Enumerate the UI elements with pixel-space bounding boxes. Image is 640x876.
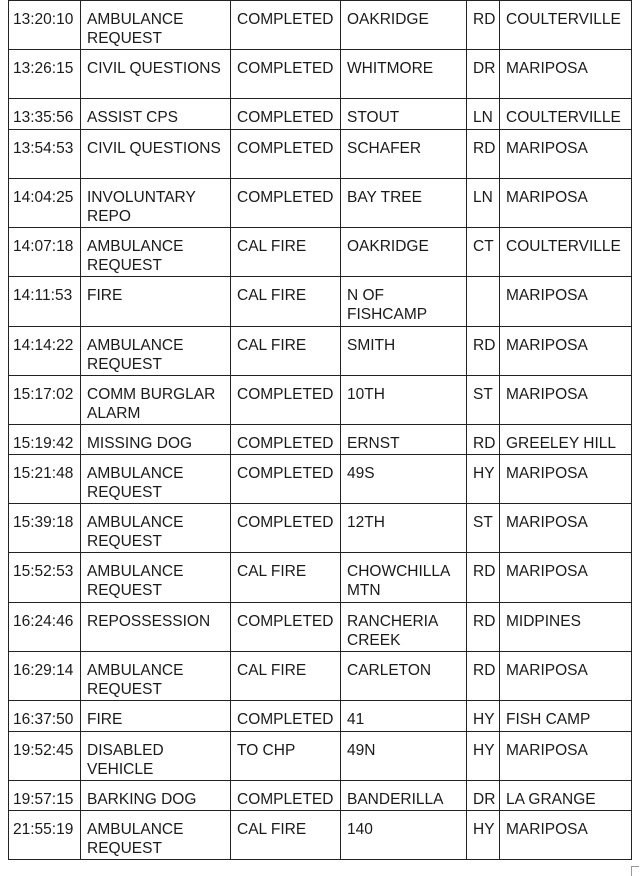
city-name-cell: COULTERVILLE [500,99,632,130]
call-time-cell: 13:20:10 [9,1,81,50]
call-status-cell: COMPLETED [231,425,341,455]
call-time-cell: 14:07:18 [9,228,81,277]
call-type-cell: BARKING DOG [81,781,231,811]
call-type-cell: MISSING DOG [81,425,231,455]
street-suffix-cell: RD [467,603,500,652]
call-status-cell: COMPLETED [231,1,341,50]
street-suffix-cell: HY [467,732,500,781]
street-name-cell: 140 [341,811,467,860]
call-type-cell: AMBULANCE REQUEST [81,228,231,277]
call-status-cell: COMPLETED [231,130,341,179]
table-row [9,228,632,277]
call-type-cell: FIRE [81,701,231,732]
call-time-cell: 14:04:25 [9,179,81,228]
city-name-cell: MARIPOSA [500,277,632,327]
call-type-cell: AMBULANCE REQUEST [81,504,231,553]
table-row [9,652,632,701]
table-row [9,701,632,732]
call-type-cell: REPOSSESSION [81,603,231,652]
city-name-cell: LA GRANGE [500,781,632,811]
call-time-cell: 16:37:50 [9,701,81,732]
city-name-cell: COULTERVILLE [500,228,632,277]
call-status-cell: CAL FIRE [231,811,341,860]
call-status-cell: CAL FIRE [231,652,341,701]
call-status-cell: COMPLETED [231,99,341,130]
call-time-cell: 21:55:19 [9,811,81,860]
corner-mark [631,866,639,876]
call-status-cell: COMPLETED [231,455,341,504]
street-name-cell: CARLETON [341,652,467,701]
call-time-cell: 15:52:53 [9,553,81,603]
table-row [9,50,632,99]
call-time-cell: 15:21:48 [9,455,81,504]
call-log-body [9,1,632,860]
table-row [9,811,632,860]
call-type-cell: AMBULANCE REQUEST [81,455,231,504]
street-suffix-cell: HY [467,455,500,504]
street-name-cell: BAY TREE [341,179,467,228]
street-suffix-cell [467,277,500,327]
call-status-cell: COMPLETED [231,701,341,732]
table-row [9,99,632,130]
street-name-cell: SMITH [341,327,467,376]
call-log-table [8,0,632,860]
street-suffix-cell: LN [467,99,500,130]
call-type-cell: AMBULANCE REQUEST [81,1,231,50]
street-name-cell: SCHAFER [341,130,467,179]
city-name-cell: MARIPOSA [500,455,632,504]
table-row [9,455,632,504]
call-type-cell: CIVIL QUESTIONS [81,50,231,99]
table-row [9,425,632,455]
street-suffix-cell: HY [467,811,500,860]
street-name-cell: ERNST [341,425,467,455]
table-row [9,327,632,376]
call-type-cell: AMBULANCE REQUEST [81,327,231,376]
call-status-cell: CAL FIRE [231,228,341,277]
street-suffix-cell: DR [467,781,500,811]
call-status-cell: CAL FIRE [231,553,341,603]
city-name-cell: MARIPOSA [500,652,632,701]
call-type-cell: AMBULANCE REQUEST [81,652,231,701]
call-time-cell: 13:35:56 [9,99,81,130]
street-suffix-cell: RD [467,425,500,455]
call-status-cell: COMPLETED [231,376,341,425]
street-name-cell: BANDERILLA [341,781,467,811]
street-name-cell: 12TH [341,504,467,553]
street-name-cell: RANCHERIA CREEK [341,603,467,652]
city-name-cell: MARIPOSA [500,504,632,553]
city-name-cell: MARIPOSA [500,732,632,781]
table-row [9,179,632,228]
city-name-cell: MARIPOSA [500,327,632,376]
call-time-cell: 14:14:22 [9,327,81,376]
call-time-cell: 15:17:02 [9,376,81,425]
call-type-cell: COMM BURGLAR ALARM [81,376,231,425]
call-type-cell: ASSIST CPS [81,99,231,130]
call-time-cell: 19:57:15 [9,781,81,811]
table-row [9,376,632,425]
street-suffix-cell: CT [467,228,500,277]
table-row [9,130,632,179]
city-name-cell: MARIPOSA [500,50,632,99]
street-name-cell: OAKRIDGE [341,228,467,277]
call-time-cell: 16:24:46 [9,603,81,652]
call-type-cell: AMBULANCE REQUEST [81,811,231,860]
call-type-cell: CIVIL QUESTIONS [81,130,231,179]
street-suffix-cell: ST [467,376,500,425]
street-suffix-cell: DR [467,50,500,99]
call-type-cell: FIRE [81,277,231,327]
city-name-cell: COULTERVILLE [500,1,632,50]
city-name-cell: MARIPOSA [500,179,632,228]
street-suffix-cell: RD [467,1,500,50]
call-status-cell: COMPLETED [231,179,341,228]
city-name-cell: MARIPOSA [500,553,632,603]
call-time-cell: 15:19:42 [9,425,81,455]
call-time-cell: 15:39:18 [9,504,81,553]
street-name-cell: 10TH [341,376,467,425]
street-name-cell: 41 [341,701,467,732]
city-name-cell: MARIPOSA [500,130,632,179]
call-status-cell: CAL FIRE [231,327,341,376]
city-name-cell: MIDPINES [500,603,632,652]
call-type-cell: AMBULANCE REQUEST [81,553,231,603]
call-status-cell: COMPLETED [231,781,341,811]
street-suffix-cell: RD [467,553,500,603]
street-name-cell: 49N [341,732,467,781]
table-row [9,553,632,603]
street-name-cell: 49S [341,455,467,504]
call-status-cell: COMPLETED [231,504,341,553]
street-name-cell: N OF FISHCAMP [341,277,467,327]
street-name-cell: STOUT [341,99,467,130]
call-time-cell: 19:52:45 [9,732,81,781]
street-name-cell: CHOWCHILLA MTN [341,553,467,603]
call-time-cell: 16:29:14 [9,652,81,701]
street-suffix-cell: LN [467,179,500,228]
street-suffix-cell: RD [467,652,500,701]
call-status-cell: CAL FIRE [231,277,341,327]
table-row [9,732,632,781]
call-time-cell: 13:26:15 [9,50,81,99]
call-time-cell: 14:11:53 [9,277,81,327]
call-status-cell: TO CHP [231,732,341,781]
city-name-cell: MARIPOSA [500,376,632,425]
call-status-cell: COMPLETED [231,603,341,652]
city-name-cell: FISH CAMP [500,701,632,732]
call-status-cell: COMPLETED [231,50,341,99]
street-name-cell: OAKRIDGE [341,1,467,50]
table-row [9,603,632,652]
street-suffix-cell: HY [467,701,500,732]
call-type-cell: INVOLUNTARY REPO [81,179,231,228]
call-type-cell: DISABLED VEHICLE [81,732,231,781]
street-suffix-cell: ST [467,504,500,553]
table-row [9,1,632,50]
city-name-cell: MARIPOSA [500,811,632,860]
table-row [9,781,632,811]
street-name-cell: WHITMORE [341,50,467,99]
table-row [9,504,632,553]
city-name-cell: GREELEY HILL [500,425,632,455]
call-time-cell: 13:54:53 [9,130,81,179]
table-row [9,277,632,327]
street-suffix-cell: RD [467,130,500,179]
street-suffix-cell: RD [467,327,500,376]
